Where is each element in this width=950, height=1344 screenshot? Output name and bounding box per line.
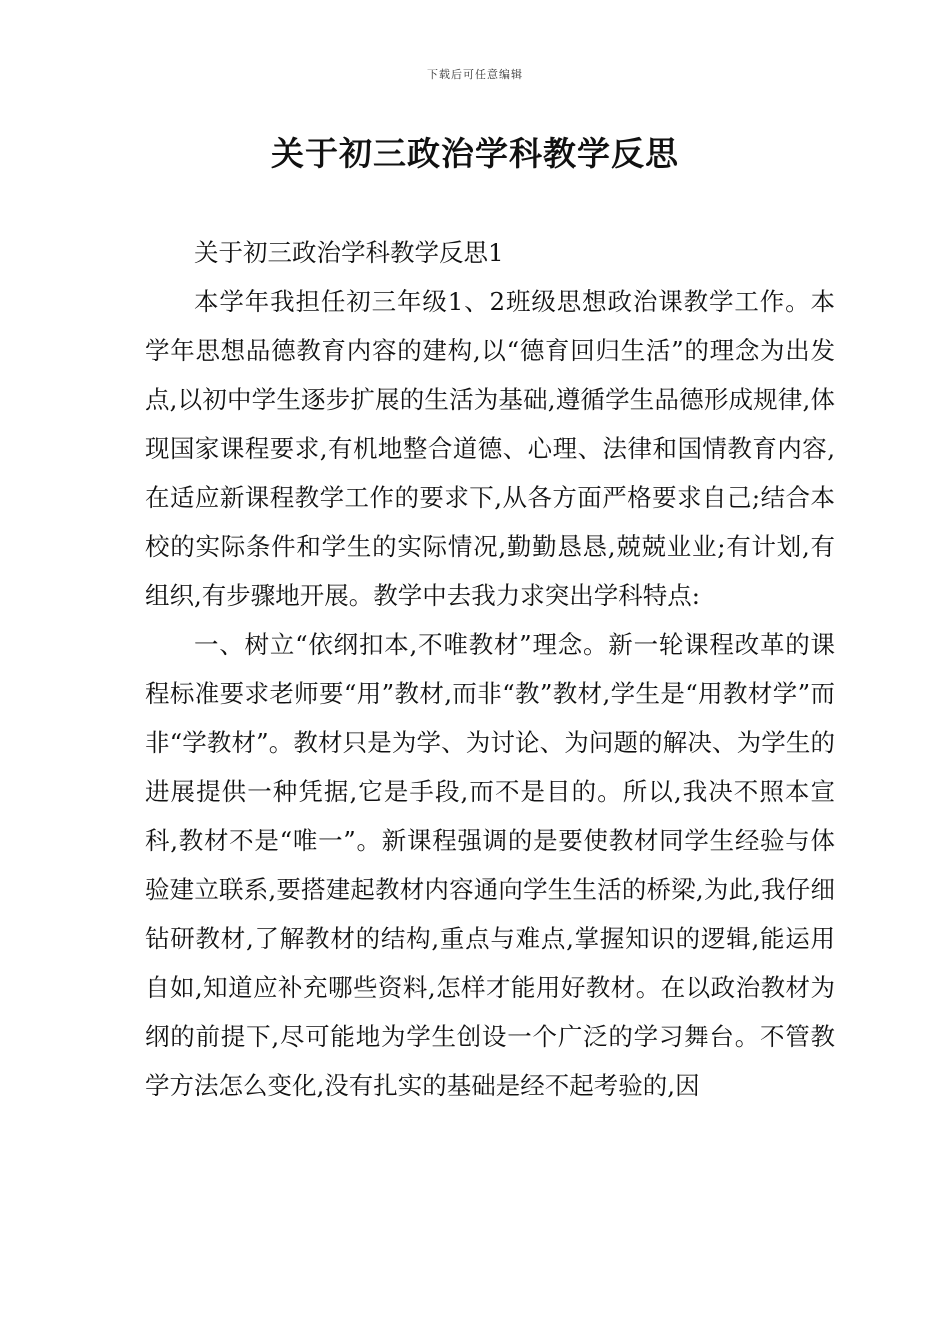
document-title: 关于初三政治学科教学反思	[271, 134, 679, 173]
document-body	[145, 228, 835, 1110]
paragraph-intro: 本学年我担任初三年级1、2班级思想政治课教学工作。本学年思想品德教育内容的建构,以“德育回归生活”的理念为出发点,以初中学生逐步扩展的生活为基础,遵循学生品德形成规律,体现国家课程要求,有机地整合道德、心理、法律和国情教育内容,在适应新课程教学工作的要求下,从各方面严格要求自己;结合本校的实际条件和学生的实际情况,勤勤恳恳,兢兢业业;有计划,有组织,有步骤地开展。教学中去我力求突出学科特点:	[145, 287, 835, 610]
section-heading: 关于初三政治学科教学反思1	[194, 238, 504, 267]
paragraph-point-one: 一、树立“依纲扣本,不唯教材”理念。新一轮课程改革的课程标准要求老师要“用”教材,而非“教”教材,学生是“用教材学”而非“学教材”。教材只是为学、为讨论、为问题的解决、为学生的进展提供一种凭据,它是手段,而不是目的。所以,我决不照本宣科,教材不是“唯一”。新课程强调的是要使教材同学生经验与体验建立联系,要搭建起教材内容通向学生生活的桥梁,为此,我仔细钻研教材,了解教材的结构,重点与难点,掌握知识的逻辑,能运用自如,知道应补充哪些资料,怎样才能用好教材。在以政治教材为纲的前提下,尽可能地为学生创设一个广泛的学习舞台。不管教学方法怎么变化,没有扎实的基础是经不起考验的,因	[145, 630, 835, 1100]
header-note: 下载后可任意编辑	[427, 68, 523, 81]
